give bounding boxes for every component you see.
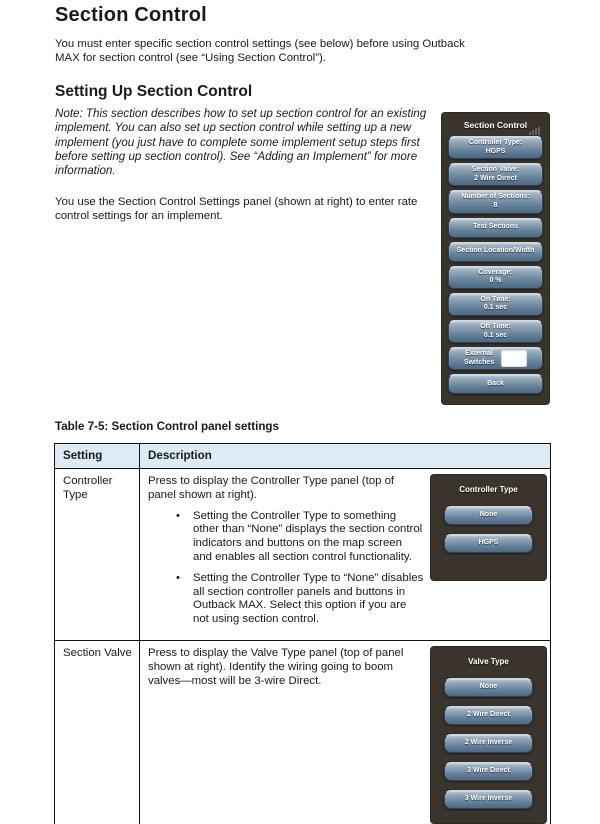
- page-title: Section Control: [55, 4, 207, 26]
- button-label: HGPS: [478, 539, 499, 546]
- section-valve-button: [448, 163, 543, 186]
- table-row: [55, 640, 551, 824]
- test-sections-button: [448, 218, 543, 238]
- button-label: Section Valve: 2 Wire Direct: [471, 166, 520, 182]
- button-label: 3 Wire Inverse: [464, 794, 513, 802]
- bullet-marker: •: [176, 571, 180, 584]
- setting-cell: Section Valve: [55, 640, 140, 824]
- none-button: [444, 678, 533, 697]
- button-label: Off Time: 0.1 sec: [480, 322, 511, 339]
- button-label: On Time: 0.1 sec: [480, 295, 511, 312]
- signal-bars-icon: [529, 127, 541, 135]
- note-paragraph: Note: This section describes how to set up section control for an existing implement. You can also set up section control while setting up a new implement (you just have to complete some implement setup steps first before setting up section control). See “Adding an Implement” for more information.: [55, 107, 427, 178]
- button-label: 2 Wire Direct: [467, 710, 510, 718]
- panel-button-stack: [448, 136, 543, 398]
- wire-3-inverse-button: [444, 790, 533, 809]
- none-button: [444, 506, 533, 525]
- panel-title: Controller Type: [459, 485, 518, 494]
- bullet-text: Setting the Controller Type to something other than “None” displays the section control indicators and buttons on the map screen and enables all section control functionality.: [193, 509, 423, 563]
- intro-paragraph: You must enter specific section control settings (see below) before using Outback MAX for section control (see “Using Section Control”).: [55, 38, 465, 64]
- panel-title: Valve Type: [468, 656, 509, 666]
- settings-table: [54, 443, 551, 824]
- table-caption: Table 7-5: Section Control panel settings: [55, 420, 279, 433]
- section-control-panel: [442, 113, 549, 404]
- off-time-button: [448, 320, 543, 343]
- controller-type-button: [448, 136, 543, 159]
- panel-description-paragraph: You use the Section Control Settings panel (shown at right) to enter rate control settings for an implement.: [55, 196, 418, 222]
- button-label: 2 Wire Inverse: [464, 738, 513, 746]
- setting-cell: Controller Type: [55, 469, 140, 641]
- button-label: Back: [487, 380, 504, 388]
- bullet-item: [148, 572, 424, 627]
- description-cell: [140, 640, 551, 824]
- button-label: External Switches: [463, 350, 495, 366]
- button-label: Coverage: 0 %: [478, 268, 513, 285]
- panel-button-stack: [444, 501, 533, 574]
- valve-type-panel: [431, 647, 546, 823]
- button-label: None: [479, 682, 498, 690]
- table-row: [55, 469, 551, 641]
- description-column-header: Description: [140, 444, 551, 469]
- wire-2-direct-button: [444, 706, 533, 725]
- wire-2-inverse-button: [444, 734, 533, 753]
- external-switches-button: [448, 347, 543, 370]
- hgps-button: [444, 534, 533, 553]
- row-description: Press to display the Controller Type panel (top of panel shown at right).: [148, 475, 395, 501]
- coverage-button: [448, 266, 543, 289]
- on-time-button: [448, 293, 543, 316]
- panel-title: Section Control: [448, 116, 543, 136]
- bullet-marker: •: [176, 509, 180, 522]
- number-of-sections-button: [448, 190, 543, 213]
- button-label: 3 Wire Direct: [467, 766, 510, 774]
- setting-column-header: Setting: [55, 444, 140, 469]
- section-subtitle: Setting Up Section Control: [55, 83, 253, 100]
- bullet-item: [148, 510, 424, 565]
- controller-type-panel: [431, 475, 546, 580]
- bullet-text: Setting the Controller Type to “None” disables all section controller panels and buttons in Outback MAX. Select this option if you are not using section control.: [193, 571, 424, 626]
- button-label: Number of Sections: 8: [461, 193, 530, 209]
- table-header-row: [55, 444, 551, 469]
- button-label: Section Location/Width: [456, 247, 535, 255]
- wire-3-direct-button: [444, 762, 533, 781]
- description-cell: [140, 469, 551, 641]
- button-label: Test Sections: [473, 223, 518, 231]
- settings-table-body: [55, 469, 551, 824]
- button-label: None: [479, 511, 498, 518]
- row-description: Press to display the Valve Type panel (top of panel shown at right). Identify the wiring going to boom valves—most will be 3-wire Direct.: [148, 646, 404, 687]
- panel-button-stack: [444, 673, 533, 817]
- back-button: [448, 374, 543, 394]
- button-label: Controller Type: HGPS: [468, 139, 523, 155]
- external-switches-checkbox: [501, 350, 527, 367]
- section-location-width-button: [448, 242, 543, 262]
